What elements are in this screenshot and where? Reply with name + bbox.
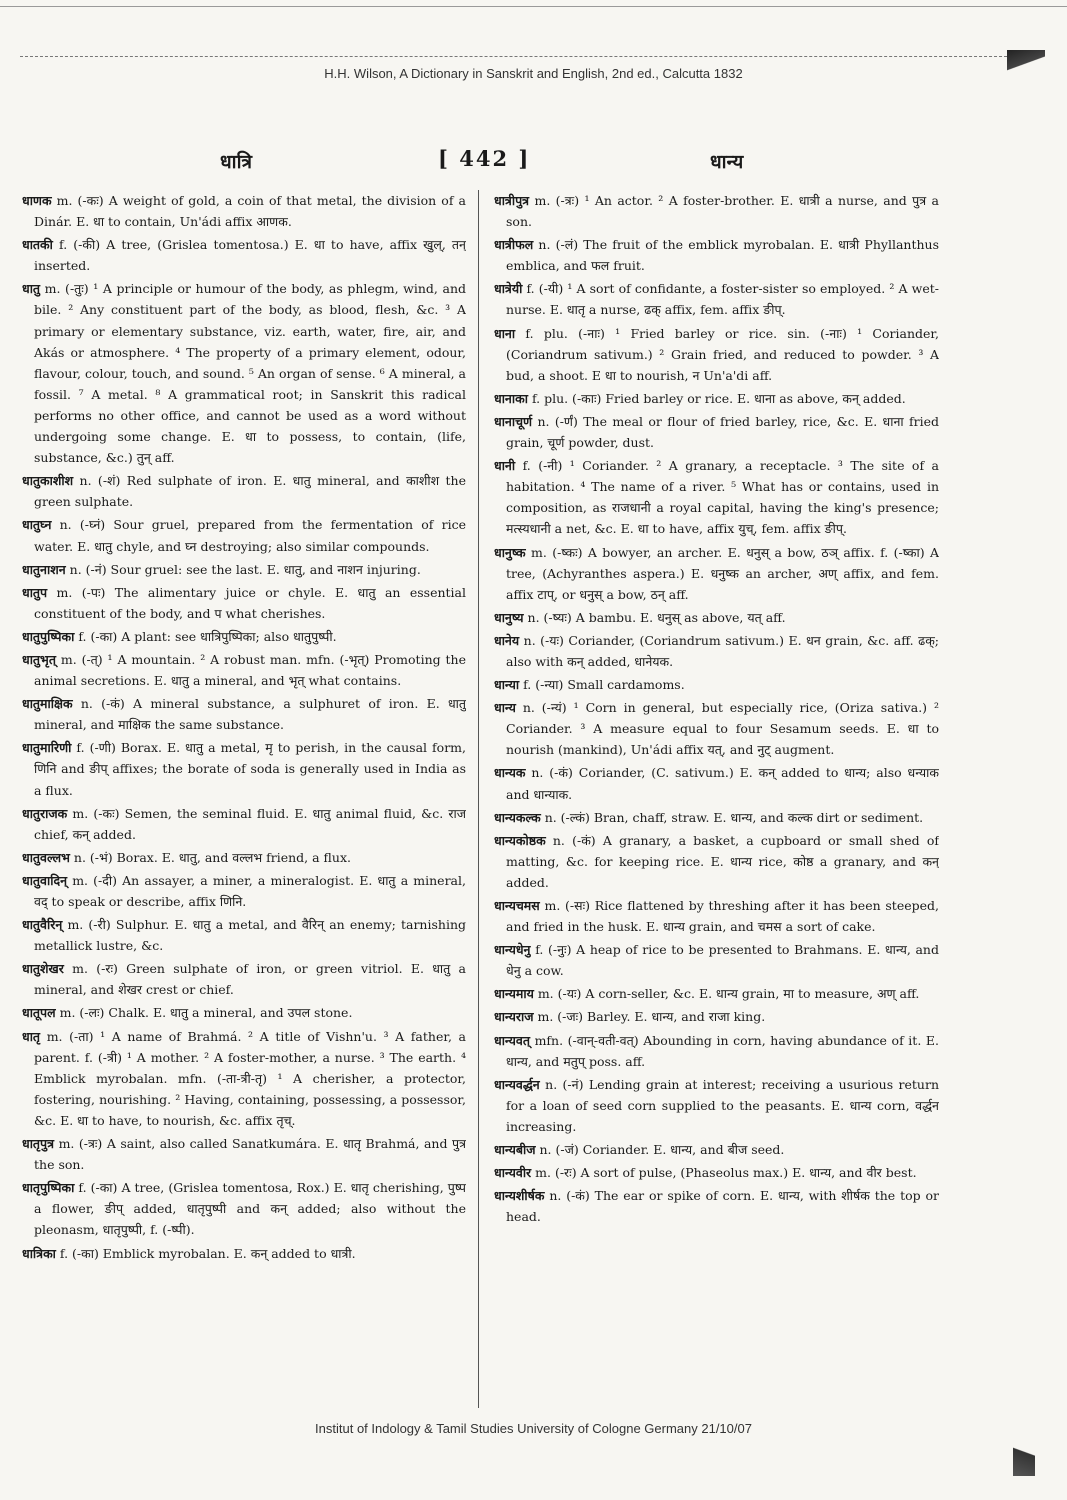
entry-definition: m. (-कः) Semen, the seminal fluid. E. धातु animal fluid, &c. राज chief, कन् added. <box>34 805 466 842</box>
entry-headword: धाणक <box>22 193 52 208</box>
dictionary-entry <box>494 1185 939 1227</box>
entry-headword: धातुशेखर <box>22 961 64 977</box>
entry-headword: धातुराजक <box>22 805 68 821</box>
entry-headword: धानाका <box>494 390 528 406</box>
entry-definition: f. (-यी) ¹ A sort of confidante, a foster-sister so employed. ² A wet-nurse. E. धातृ a nurse, ढक् affix, fem. affix ङीप्. <box>506 281 939 318</box>
entry-headword: धातुपुष्पिका <box>22 628 75 644</box>
entry-headword: धातृपुष्पिका <box>22 1180 75 1196</box>
entry-definition: f. (-नुः) A heap of rice to be presented to Brahmans. E. धान्य, and धेनु a cow. <box>506 942 939 979</box>
dictionary-entry <box>494 630 939 672</box>
entry-definition: n. (-नं) Lending grain at interest; receiving a usurious return for a loan of seed corn supplied to the peasants. E. धान्य corn, वर्द्धन increasing. <box>506 1076 939 1134</box>
entry-headword: धातूपल <box>22 1005 56 1021</box>
dictionary-entry <box>22 582 466 624</box>
entry-definition: m. (-त्रः) ¹ An actor. ² A foster-brother. E. धात्री a nurse, and पुत्र a son. <box>506 193 939 230</box>
right-column <box>494 190 939 1412</box>
entry-definition: f. (-का) Emblick myrobalan. E. कन् added to धात्री. <box>59 1245 356 1261</box>
entry-headword: धान्यराज <box>494 1009 534 1025</box>
entry-headword: धातुभृत् <box>22 651 56 667</box>
entry-headword: धाना <box>494 325 516 341</box>
left-running-headword: धात्रि <box>220 151 253 173</box>
entry-headword: धान्य <box>494 700 516 716</box>
entry-definition: m. (-रः) A sort of pulse, (Phaseolus max.) E. धान्य, and वीर best. <box>535 1165 917 1181</box>
entry-definition: f. plu. (-नाः) ¹ Fried barley or rice. sin. (-नाः) ¹ Coriander, (Coriandrum sativum.) ² Grain fried, and reduced to powder. ³ A bud, a shoot. E धा to nourish, न Un'a'di aff. <box>506 325 939 383</box>
dictionary-entry <box>22 470 466 512</box>
entry-headword: धान्यमाय <box>494 986 534 1002</box>
entry-definition: m. (-री) Sulphur. E. धातु a metal, and वैरिन् an enemy; tarnishing metallick lustre, &c. <box>34 917 466 954</box>
dictionary-entry <box>494 190 939 232</box>
entry-headword: धातुवैरिन् <box>22 917 63 933</box>
entry-definition: m. (-लः) Chalk. E. धातु a mineral, and उपल stone. <box>59 1005 353 1021</box>
source-header: H.H. Wilson, A Dictionary in Sanskrit and English, 2nd ed., Calcutta 1832 <box>324 66 743 81</box>
dictionary-entry <box>22 1133 466 1175</box>
entry-headword: धातृपुत्र <box>22 1136 55 1152</box>
dictionary-entry <box>494 1139 939 1160</box>
entry-definition: f. (-णी) Borax. E. धातु a metal, मृ to perish, in the causal form, णिनि and ङीप् affixes; the borate of soda is generally used in India as a flux. <box>34 740 466 798</box>
entry-headword: धात्रेयी <box>494 281 523 297</box>
entry-definition: m. (-रः) Green sulphate of iron, or green vitriol. E. धातु a mineral, and शेखर crest or chief. <box>34 961 466 998</box>
entry-definition: m. (-यः) A corn-seller, &c. E. धान्य grain, मा to measure, अण् aff. <box>537 986 920 1002</box>
dictionary-entry <box>22 914 466 956</box>
scan-edge-line <box>0 6 1067 7</box>
entry-headword: धातुघ्न <box>22 517 52 533</box>
entry-headword: धान्यधेनु <box>494 942 531 958</box>
dictionary-entry <box>494 830 939 893</box>
entry-definition: n. (-शं) Red sulphate of iron. E. धातु mineral, and काशीश the green sulphate. <box>34 473 466 510</box>
dictionary-entry <box>22 1177 466 1240</box>
entry-headword: धान्यकोष्ठक <box>494 832 546 848</box>
entry-definition: n. (-कं) A mineral substance, a sulphuret of iron. E. धातु mineral, and माक्षिक the same substance. <box>34 696 466 733</box>
dictionary-entry <box>22 190 466 232</box>
entry-headword: धान्यकल्क <box>494 809 541 825</box>
entry-definition: n. (-ल्कं) Bran, chaff, straw. E. धान्य, and कल्क dirt or sediment. <box>544 809 924 825</box>
scan-corner-mark-bottom <box>1013 1436 1035 1476</box>
dictionary-entry <box>22 626 466 647</box>
entry-definition: n. (-भं) Borax. E. धातु, and वल्लभ friend, a flux. <box>73 849 351 865</box>
dictionary-entry <box>494 234 939 276</box>
dictionary-entry <box>22 737 466 800</box>
entry-headword: धानाचूर्ण <box>494 413 533 429</box>
entry-headword: धातुवल्लभ <box>22 849 70 865</box>
dictionary-entry <box>494 807 939 828</box>
dictionary-entry <box>22 958 466 1000</box>
entry-headword: धान्यक <box>494 765 526 781</box>
page-number: [ 442 ] <box>438 146 531 171</box>
dictionary-entry <box>494 762 939 804</box>
entry-headword: धातृ <box>22 1028 41 1044</box>
dictionary-entry <box>494 674 939 695</box>
entry-definition: n. (-यः) Coriander, (Coriandrum sativum.) E. धन grain, &c. aff. ढक्; also with कन् added, धानेयक. <box>506 632 939 669</box>
entry-headword: धान्यचमस <box>494 898 540 913</box>
dictionary-entry <box>22 803 466 845</box>
entry-headword: धात्रिका <box>22 1245 56 1261</box>
entry-definition: n. (-कं) Coriander, (C. sativum.) E. कन् added to धान्य; also धन्याक and धान्याक. <box>506 765 939 802</box>
dictionary-entry <box>494 1006 939 1027</box>
dictionary-entry <box>22 847 466 868</box>
dictionary-entry <box>494 323 939 386</box>
entry-definition: m. (-कः) A weight of gold, a coin of that metal, the division of a Dinár. E. धा to contain, Un'ádi affix आणक. <box>34 193 466 230</box>
entry-headword: धातुवादिन् <box>22 872 68 888</box>
entry-definition: m. (-ष्कः) A bowyer, an archer. E. धनुस् a bow, ठञ् affix. f. (-ष्का) A tree, (Achyranthes aspera.) E. धनुष्क an archer, अण् affix, and fem. affix टाप्, or धनुस् a bow, ठन् aff. <box>506 544 939 602</box>
dictionary-entry <box>494 895 939 937</box>
dictionary-entry <box>494 983 939 1004</box>
entry-headword: धात्रीफल <box>494 237 534 253</box>
dictionary-entry <box>494 411 939 453</box>
dictionary-entry <box>494 697 939 760</box>
entry-definition: n. (-कं) A granary, a basket, a cupboard or small shed of matting, &c. for keeping rice. E. धान्य rice, कोष्ठ a granary, and कन् added. <box>506 832 939 890</box>
entry-headword: धानुष्य <box>494 609 524 625</box>
entry-definition: n. (-नं) Sour gruel: see the last. E. धातु, and नाशन injuring. <box>69 561 421 577</box>
entry-definition: n. (-ष्यः) A bambu. E. धनुस् as above, यत् aff. <box>527 609 786 625</box>
entry-definition: m. (-दी) An assayer, a miner, a mineralogist. E. धातु a mineral, वद् to speak or describe, affix णिनि. <box>34 872 466 909</box>
entry-definition: m. (-त्रः) A saint, also called Sanatkumára. E. धातृ Brahmá, and पुत्र the son. <box>34 1136 466 1173</box>
entry-headword: धानेय <box>494 632 520 648</box>
entry-headword: धातुनाशन <box>22 561 66 577</box>
dictionary-entry <box>22 559 466 580</box>
dictionary-entry <box>22 514 466 556</box>
entry-headword: धातकी <box>22 237 53 253</box>
entry-definition: m. (-सः) Rice flattened by threshing after it has been steeped, and fried in the husk. E. धान्य grain, and चमस a sort of cake. <box>506 898 939 935</box>
entry-definition: m. (-पः) The alimentary juice or chyle. E. धातु an essential constituent of the body, and प what cherishes. <box>34 584 466 621</box>
entry-definition: n. (-कं) The ear or spike of corn. E. धान्य, with शीर्षक the top or head. <box>506 1188 939 1225</box>
dictionary-entry <box>22 1243 466 1264</box>
entry-headword: धान्यवीर <box>494 1165 532 1181</box>
dictionary-entry <box>494 1030 939 1072</box>
entry-headword: धान्यबीज <box>494 1142 536 1158</box>
entry-headword: धातुकाशीश <box>22 473 74 489</box>
entry-definition: m. (-तुः) ¹ A principle or humour of the body, as phlegm, wind, and bile. ² Any constituent part of the body, as blood, flesh, &c. ³ A primary or elementary substance, viz. earth, water, fire, air, and Akás or atmosphere. ⁴ The property of a primary element, odour, flavour, colour, touch, and sound. ⁵ An organ of sense. ⁶ A mineral, a fossil. ⁷ A metal. ⁸ A grammatical root; in Sanskrit this radical performs no other office, and cannot be used as a word without undergoing some change. E. धा to possess, to contain, (life, substance, &c.) तुन् aff. <box>34 281 466 466</box>
dictionary-entry <box>494 388 939 409</box>
dictionary-entry <box>22 693 466 735</box>
entry-headword: धान्यवत् <box>494 1032 530 1048</box>
entry-definition: m. (-जः) Barley. E. धान्य, and राजा king. <box>537 1009 766 1025</box>
dictionary-entry <box>494 1162 939 1183</box>
entry-headword: धान्यवर्द्धन <box>494 1076 540 1092</box>
dictionary-entry <box>22 234 466 276</box>
dictionary-entry <box>22 649 466 691</box>
entry-definition: m. (-त्) ¹ A mountain. ² A robust man. mfn. (-भृत्) Promoting the animal secretions. E. धातु a mineral, and भृत् what contains. <box>34 651 466 689</box>
entry-definition: m. (-ता) ¹ A name of Brahmá. ² A title of Vishn'u. ³ A father, a parent. f. (-त्री) ¹ A mother. ² A foster-mother, a nurse. ³ The earth. ⁴ Emblick myrobalan. mfn. (-ता-त्री-तृ) ¹ A cherisher, a protector, fostering, nourishing. ² Having, containing, possessing, a possessor, &c. E. धा to have, to nourish, &c. affix तृच्. <box>34 1028 466 1128</box>
entry-headword: धानुष्क <box>494 544 526 560</box>
entry-headword: धानी <box>494 458 516 474</box>
entry-definition: n. (-र्णं) The meal or flour of fried barley, rice, &c. E. धाना fried grain, चूर्ण powder, dust. <box>506 413 939 451</box>
dictionary-entry <box>22 1026 466 1131</box>
dictionary-entry <box>494 1074 939 1137</box>
entry-headword: धातुप <box>22 584 48 600</box>
entry-definition: f. (-का) A tree, (Grislea tomentosa, Rox.) E. धातृ cherishing, पुष्प a flower, ङीप् added, धातृपुष्पी and कन् added; also without the pleonasm, धातृपुष्पी, f. (-ष्पी). <box>34 1180 466 1238</box>
dictionary-entry <box>494 542 939 605</box>
entry-definition: f. (-की) A tree, (Grislea tomentosa.) E. धा to have, affix खुल्, तन् inserted. <box>34 237 466 274</box>
entry-headword: धान्या <box>494 677 520 693</box>
column-divider <box>478 190 479 1408</box>
source-footer: Institut of Indology & Tamil Studies University of Cologne Germany 21/10/07 <box>315 1421 752 1436</box>
entry-definition: n. (-घ्नं) Sour gruel, prepared from the fermentation of rice water. E. धातु chyle, and घ्न destroying; also similar compounds. <box>34 517 466 554</box>
entry-definition: n. (-न्यं) ¹ Corn in general, but especially rice, (Oriza sativa.) ² Coriander. ³ A measure equal to four Sesamum seeds. E. धा to nourish (mankind), Un'ádi affix यत्, and नुट् augment. <box>506 700 939 758</box>
left-column <box>22 190 466 1412</box>
entry-definition: f. plu. (-काः) Fried barley or rice. E. धाना as above, कन् added. <box>531 390 906 406</box>
dictionary-entry <box>494 455 939 539</box>
dictionary-entry <box>22 278 466 468</box>
page-header <box>20 146 1050 180</box>
scan-dashed-rule <box>20 56 1027 58</box>
entry-headword: धात्रीपुत्र <box>494 193 530 208</box>
entry-headword: धातु <box>22 281 41 297</box>
dictionary-entry <box>494 939 939 981</box>
entry-definition: f. (-न्या) Small cardamoms. <box>523 677 685 693</box>
entry-definition: mfn. (-वान्-वती-वत्) Abounding in corn, having abundance of it. E. धान्य, and मतुप् poss. aff. <box>506 1032 939 1069</box>
entry-definition: f. (-नी) ¹ Coriander. ² A granary, a receptacle. ³ The site of a habitation. ⁴ The name of a river. ⁵ What has or contains, used in composition, as राजधानी a royal capital, having the king's presence; मत्स्यधानी a net, &c. E. धा to have, affix युच्, fem. affix ङीप्. <box>506 458 939 537</box>
dictionary-entry <box>22 1002 466 1023</box>
entry-definition: n. (-लं) The fruit of the emblick myrobalan. E. धात्री Phyllanthus emblica, and फल fruit. <box>506 237 939 274</box>
entry-definition: f. (-का) A plant: see धात्रिपुष्पिका; also धातुपुष्पी. <box>78 628 337 644</box>
entry-definition: n. (-जं) Coriander. E. धान्य, and बीज seed. <box>539 1142 785 1158</box>
entry-headword: धातुमारिणी <box>22 740 72 756</box>
entry-headword: धान्यशीर्षक <box>494 1188 545 1204</box>
dictionary-entry <box>494 607 939 628</box>
entry-headword: धातुमाक्षिक <box>22 696 73 712</box>
dictionary-entry <box>494 278 939 320</box>
dictionary-entry <box>22 870 466 912</box>
right-running-headword: धान्य <box>710 151 744 173</box>
